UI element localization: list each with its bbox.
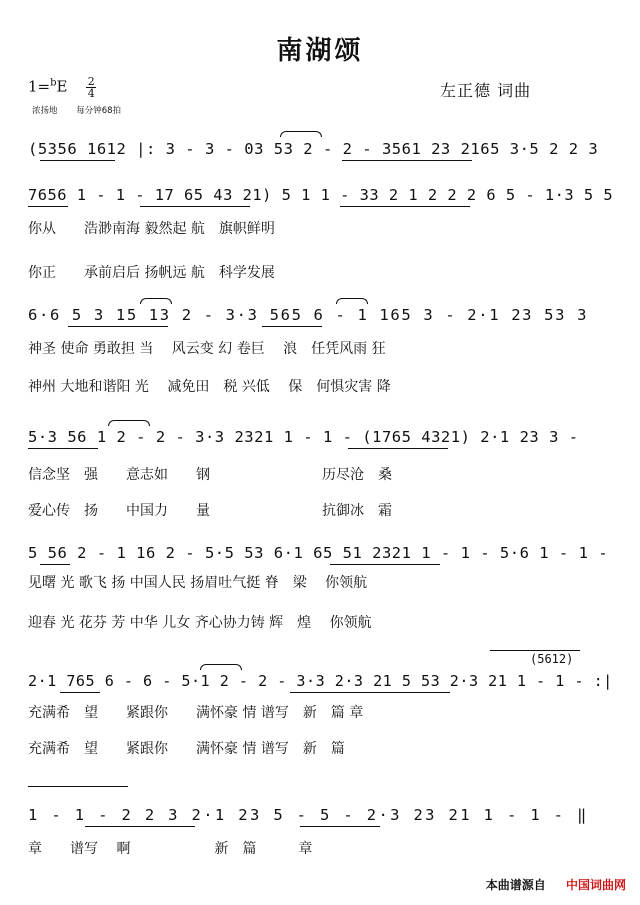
beam-line bbox=[28, 448, 98, 449]
lyric-line-5b: 迎春 光 花芬 芳 中华 儿女 齐心协力铸 辉 煌 你领航 bbox=[28, 615, 372, 631]
beam-line bbox=[330, 564, 440, 565]
beam-line bbox=[342, 160, 472, 161]
slur-mark bbox=[140, 298, 172, 304]
expression-text: 浓扬地 bbox=[32, 106, 58, 116]
notation-line-3: 6·6 5 3 15 13 2 - 3·3 565 6 - 1 165 3 - 2·1 23 53 3 bbox=[28, 306, 589, 324]
lyric-line-3a: 神圣 使命 勇敢担 当 风云变 幻 卷巨 浪 任凭风雨 狂 bbox=[28, 341, 386, 357]
beam-line bbox=[300, 826, 380, 827]
beam-line bbox=[68, 326, 168, 327]
key-prefix: 1= bbox=[28, 77, 51, 96]
source-label: 本曲谱源自 bbox=[485, 878, 546, 892]
tempo-text: 每分钟68拍 bbox=[76, 106, 122, 116]
lyric-line-2a: 你从 浩渺南海 毅然起 航 旗帜鲜明 bbox=[28, 221, 275, 237]
lyric-line-3b: 神州 大地和谐阳 光 减免田 税 兴低 保 何惧灾害 降 bbox=[28, 379, 391, 395]
key-signature bbox=[28, 76, 96, 99]
beam-line bbox=[340, 206, 470, 207]
music-line-5 bbox=[28, 544, 609, 570]
tie-mark bbox=[280, 131, 322, 137]
beam-line bbox=[290, 692, 450, 693]
beam-line bbox=[262, 326, 322, 327]
lyric-line-6a: 充满希 望 紧跟你 满怀豪 情 谱写 新 篇 章 bbox=[28, 705, 364, 721]
page-title: 南湖颂 bbox=[276, 36, 364, 66]
notation-line-6: 2·1 765 6 - 6 - 5·1 2 - 2 - 3·3 2·3 21 5 53 2·3 21 1 - 1 - :| bbox=[28, 672, 613, 690]
tie-mark bbox=[200, 664, 242, 670]
lyric-line-4a: 信念坚 强 意志如 钢 历尽沧 桑 bbox=[28, 467, 392, 483]
music-line-3 bbox=[28, 306, 588, 332]
music-line-7 bbox=[28, 806, 588, 832]
lyric-line-6b: 充满希 望 紧跟你 满怀豪 情 谱写 新 篇 bbox=[28, 741, 345, 757]
key-letter: E bbox=[56, 77, 68, 96]
tempo-marking bbox=[32, 104, 137, 116]
ending-bracket-text: (5612) bbox=[530, 652, 574, 666]
author-credit: 左正德 词曲 bbox=[440, 81, 532, 100]
lyric-line-7a: 章 谱写 啊 新 篇 章 bbox=[28, 841, 313, 857]
lyric-line-4b: 爱心传 扬 中国力 量 抗御冰 霜 bbox=[28, 503, 392, 519]
music-line-4 bbox=[28, 428, 588, 454]
notation-line-2: 7656 1 - 1 - 17 65 43 21) 5 1 1 - 33 2 1 2 2 2 6 5 - 1·3 5 5 bbox=[28, 186, 614, 204]
beam-line bbox=[40, 160, 115, 161]
notation-line-5: 5 56 2 - 1 16 2 - 5·5 53 6·1 65 51 2321 1 - 1 - 5·6 1 - 1 - bbox=[28, 544, 609, 562]
beam-line bbox=[40, 564, 70, 565]
beam-line bbox=[348, 448, 448, 449]
meter-top: 2 bbox=[87, 75, 95, 88]
beam-line bbox=[85, 826, 195, 827]
music-line-2 bbox=[28, 186, 614, 212]
beam-line bbox=[28, 206, 68, 207]
lyric-line-2b: 你正 承前启后 扬帆远 航 科学发展 bbox=[28, 265, 275, 281]
volta-line bbox=[28, 786, 128, 787]
meter-bottom: 4 bbox=[87, 87, 95, 100]
notation-line-7: 1 - 1 - 2 2 3 2·1 23 5 - 5 - 2·3 23 21 1 - 1 - ‖ bbox=[28, 806, 589, 824]
beam-line bbox=[140, 206, 250, 207]
notation-line-1: (5356 1612 |: 3 - 3 - 03 53 2 - 2 - 3561 23 2165 3·5 2 2 3 bbox=[28, 140, 599, 158]
key-flat-sign: b bbox=[50, 77, 57, 89]
beam-line bbox=[60, 692, 100, 693]
notation-line-4: 5·3 56 1 2 - 2 - 3·3 2321 1 - 1 - (1765 4321) 2·1 23 3 - bbox=[28, 428, 579, 446]
volta-line bbox=[490, 650, 580, 651]
tie-mark bbox=[108, 420, 150, 426]
slur-mark bbox=[336, 298, 368, 304]
source-footer bbox=[486, 876, 626, 893]
time-signature bbox=[86, 76, 96, 99]
brand-link[interactable]: 中国词曲网 bbox=[565, 878, 626, 892]
music-line-1 bbox=[28, 140, 599, 166]
lyric-line-5a: 见曙 光 歌飞 扬 中国人民 扬眉吐气挺 脊 梁 你领航 bbox=[28, 575, 368, 591]
music-line-6 bbox=[28, 672, 613, 698]
